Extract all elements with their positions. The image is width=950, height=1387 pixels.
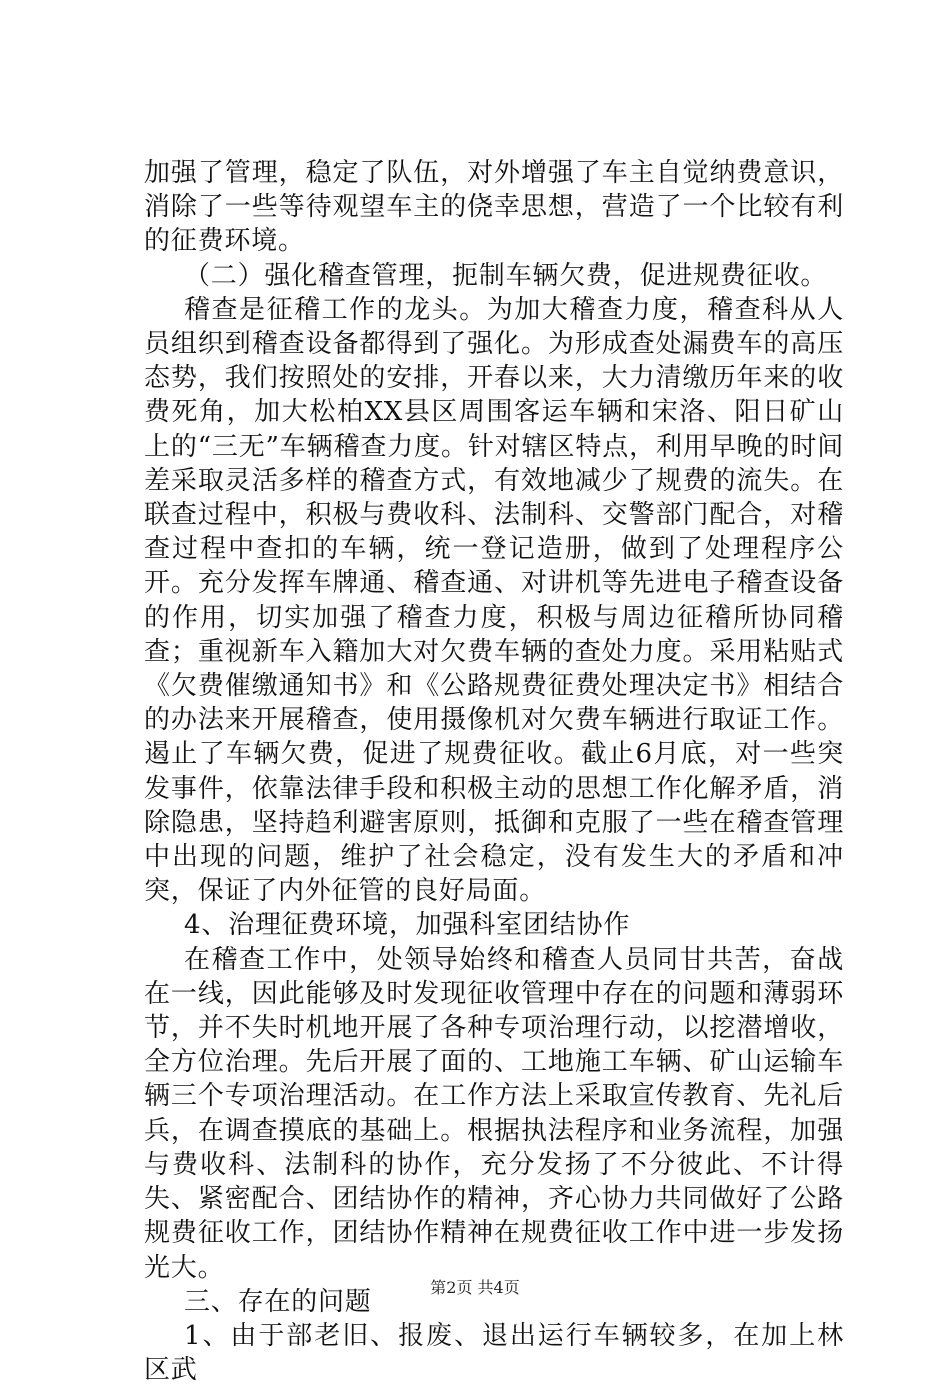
body-paragraph: 1、由于部老旧、报废、退出运行车辆较多，在加上林区武	[144, 1320, 844, 1386]
page-number-footer: 第2页 共4页	[430, 1278, 520, 1297]
section-heading: 4、治理征费环境，加强科室团结协作	[184, 910, 631, 941]
body-paragraph: 在稽查工作中，处领导始终和稽查人员同甘共苦，奋战在一线，因此能够及时发现征收管理中存在的问题和薄弱环节，并不失时机地开展了各种专项治理行动，以挖潜增收，全方位治理。先后开展了面的、工地施工车辆、矿山运输车辆三个专项治理活动。在工作方法上采取宣传教育、先礼后兵，在调查摸底的基础上。根据执法程序和业务流程，加强与费收科、法制科的协作，充分发扬了不分彼此、不计得失、紧密配合、团结协作的精神，齐心协力共同做好了公路规费征收工作，团结协作精神在规费征收工作中进一步发扬光大。	[144, 944, 844, 1283]
document-body	[144, 156, 844, 1387]
section-heading: （二）强化稽查管理，扼制车辆欠费，促进规费征收。	[184, 260, 828, 291]
section-heading: 三、存在的问题	[184, 1286, 372, 1317]
body-paragraph: 加强了管理，稳定了队伍，对外增强了车主自觉纳费意识，消除了一些等待观望车主的侥幸思想，营造了一个比较有利的征费环境。	[144, 158, 844, 257]
body-paragraph: 稽查是征稽工作的龙头。为加大稽查力度，稽查科从人员组织到稽查设备都得到了强化。为形成查处漏费车的高压态势，我们按照处的安排，开春以来，大力清缴历年来的收费死角，加大松柏XX县区周围客运车辆和宋洛、阳日矿山上的“三无”车辆稽查力度。针对辖区特点，利用早晚的时间差采取灵活多样的稽查方式，有效地减少了规费的流失。在联查过程中，积极与费收科、法制科、交警部门配合，对稽查过程中查扣的车辆，统一登记造册，做到了处理程序公开。充分发挥车牌通、稽查通、对讲机等先进电子稽查设备的作用，切实加强了稽查力度，积极与周边征稽所协同稽查；重视新车入籍加大对欠费车辆的查处力度。采用粘贴式《欠费催缴通知书》和《公路规费征费处理决定书》相结合的办法来开展稽查，使用摄像机对欠费车辆进行取证工作。遏止了车辆欠费，促进了规费征收。截止6月底，对一些突发事件，依靠法律手段和积极主动的思想工作化解矛盾，消除隐患，坚持趋利避害原则，抵御和克服了一些在稽查管理中出现的问题，维护了社会稳定，没有发生大的矛盾和冲突，保证了内外征管的良好局面。	[144, 294, 844, 907]
